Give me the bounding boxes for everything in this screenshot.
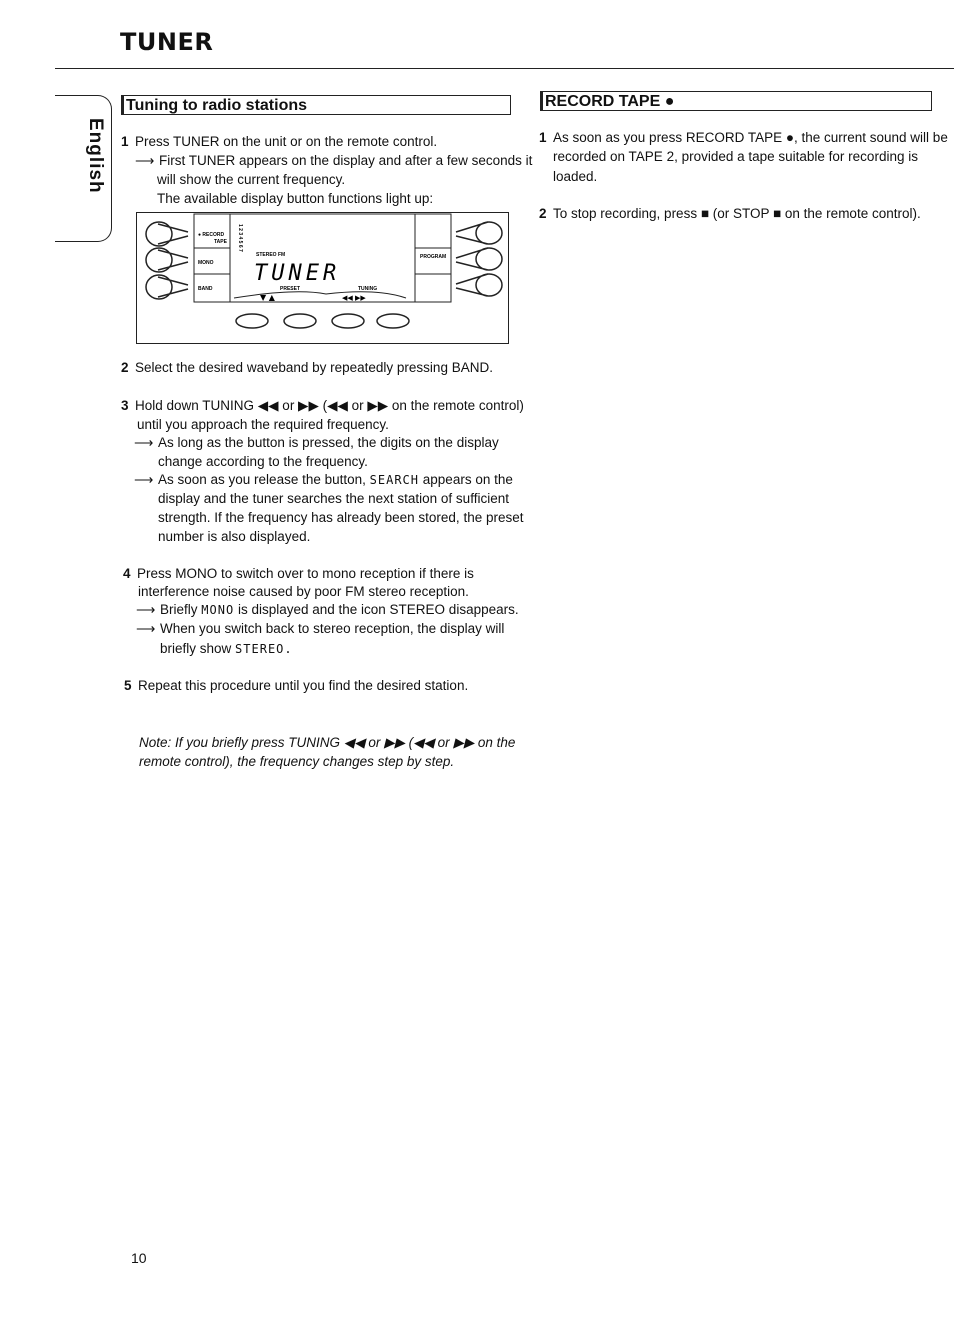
- header-rule: [55, 68, 954, 69]
- step-3-result-2-cont-2: strength. If the frequency has already been stored, the preset: [158, 510, 524, 525]
- svg-text:BAND: BAND: [198, 286, 213, 292]
- svg-text:1 2 3 4 5 6 7: 1 2 3 4 5 6 7: [237, 224, 243, 252]
- step-3: 3 Hold down TUNING ◀◀ or ▶▶ (◀◀ or ▶▶ on the remote control): [121, 398, 524, 413]
- arrow-icon: ⟶: [134, 435, 154, 450]
- svg-text:▼ ▲: ▼ ▲: [260, 293, 275, 302]
- step-4-result-2-cont: briefly show STEREO.: [160, 641, 293, 656]
- step-4-cont: interference noise caused by poor FM stereo reception.: [138, 584, 469, 599]
- lcd-text: TUNER: [254, 261, 341, 286]
- step-4-result-2: ⟶ When you switch back to stereo reception, the display will: [136, 621, 505, 636]
- page-number: 10: [131, 1250, 147, 1266]
- lcd-stereo-text: STEREO.: [235, 642, 293, 656]
- display-screen: [194, 214, 451, 302]
- record-step-1-cont-2: loaded.: [553, 169, 598, 184]
- section-heading-record-tape: RECORD TAPE ●: [540, 91, 932, 111]
- display-illustration: [136, 212, 510, 350]
- step-5: 5 Repeat this procedure until you find the desired station.: [124, 678, 469, 693]
- lcd-mono-text: MONO: [201, 603, 235, 617]
- step-1-result-cont: will show the current frequency.: [157, 172, 346, 187]
- step-4: 4 Press MONO to switch over to mono reception if there is: [123, 566, 474, 581]
- arrow-icon: ⟶: [135, 153, 155, 168]
- section-heading-tuning: Tuning to radio stations: [121, 95, 511, 115]
- left-buttons-icon: [146, 222, 188, 299]
- step-3-result-1-cont: change according to the frequency.: [158, 454, 368, 469]
- bottom-buttons-icon: [236, 314, 409, 328]
- step-2: 2 Select the desired waveband by repeatedly pressing BAND.: [121, 360, 493, 375]
- arrow-icon: ⟶: [134, 472, 154, 487]
- svg-text:PRESET: PRESET: [280, 286, 301, 292]
- language-tab-label: English: [85, 118, 106, 194]
- svg-text:TUNING: TUNING: [358, 286, 378, 292]
- step-3-result-2: ⟶ As soon as you release the button, SEARCH appears on the: [134, 472, 513, 487]
- lcd-search-text: SEARCH: [369, 473, 420, 487]
- record-step-2: 2 To stop recording, press ■ (or STOP ■ on the remote control).: [539, 206, 921, 221]
- record-step-1-cont-1: recorded on TAPE 2, provided a tape suitable for recording is: [553, 149, 918, 164]
- svg-text:◀◀ ▶▶: ◀◀ ▶▶: [342, 294, 366, 302]
- step-1: 1 Press TUNER on the unit or on the remote control.: [121, 134, 438, 149]
- step-1-note: The available display button functions light up:: [157, 191, 434, 206]
- svg-text:MONO: MONO: [198, 260, 214, 266]
- record-step-1: 1 As soon as you press RECORD TAPE ●, the current sound will be: [539, 130, 948, 145]
- step-4-result-1: ⟶ Briefly MONO is displayed and the icon STEREO disappears.: [136, 602, 519, 617]
- arrow-icon: ⟶: [136, 602, 156, 617]
- step-3-cont: until you approach the required frequency.: [137, 417, 389, 432]
- note-line-2: remote control), the frequency changes step by step.: [139, 754, 455, 769]
- step-3-result-1: ⟶ As long as the button is pressed, the digits on the display: [134, 435, 499, 450]
- step-3-result-2-cont-1: display and the tuner searches the next station of sufficient: [158, 491, 509, 506]
- svg-text:PROGRAM: PROGRAM: [420, 254, 447, 260]
- step-1-result: ⟶ First TUNER appears on the display and after a few seconds it: [135, 153, 533, 168]
- svg-text:● RECORD: ● RECORD: [198, 232, 225, 238]
- page-title: TUNER: [120, 28, 214, 56]
- step-3-result-2-cont-3: number is also displayed.: [158, 529, 311, 544]
- svg-text:STEREO FM: STEREO FM: [256, 252, 286, 258]
- right-buttons-icon: [456, 222, 502, 296]
- note-line-1: Note: If you briefly press TUNING ◀◀ or ▶▶ (◀◀ or ▶▶ on the: [139, 735, 516, 750]
- arrow-icon: ⟶: [136, 621, 156, 636]
- svg-text:TAPE: TAPE: [214, 239, 227, 245]
